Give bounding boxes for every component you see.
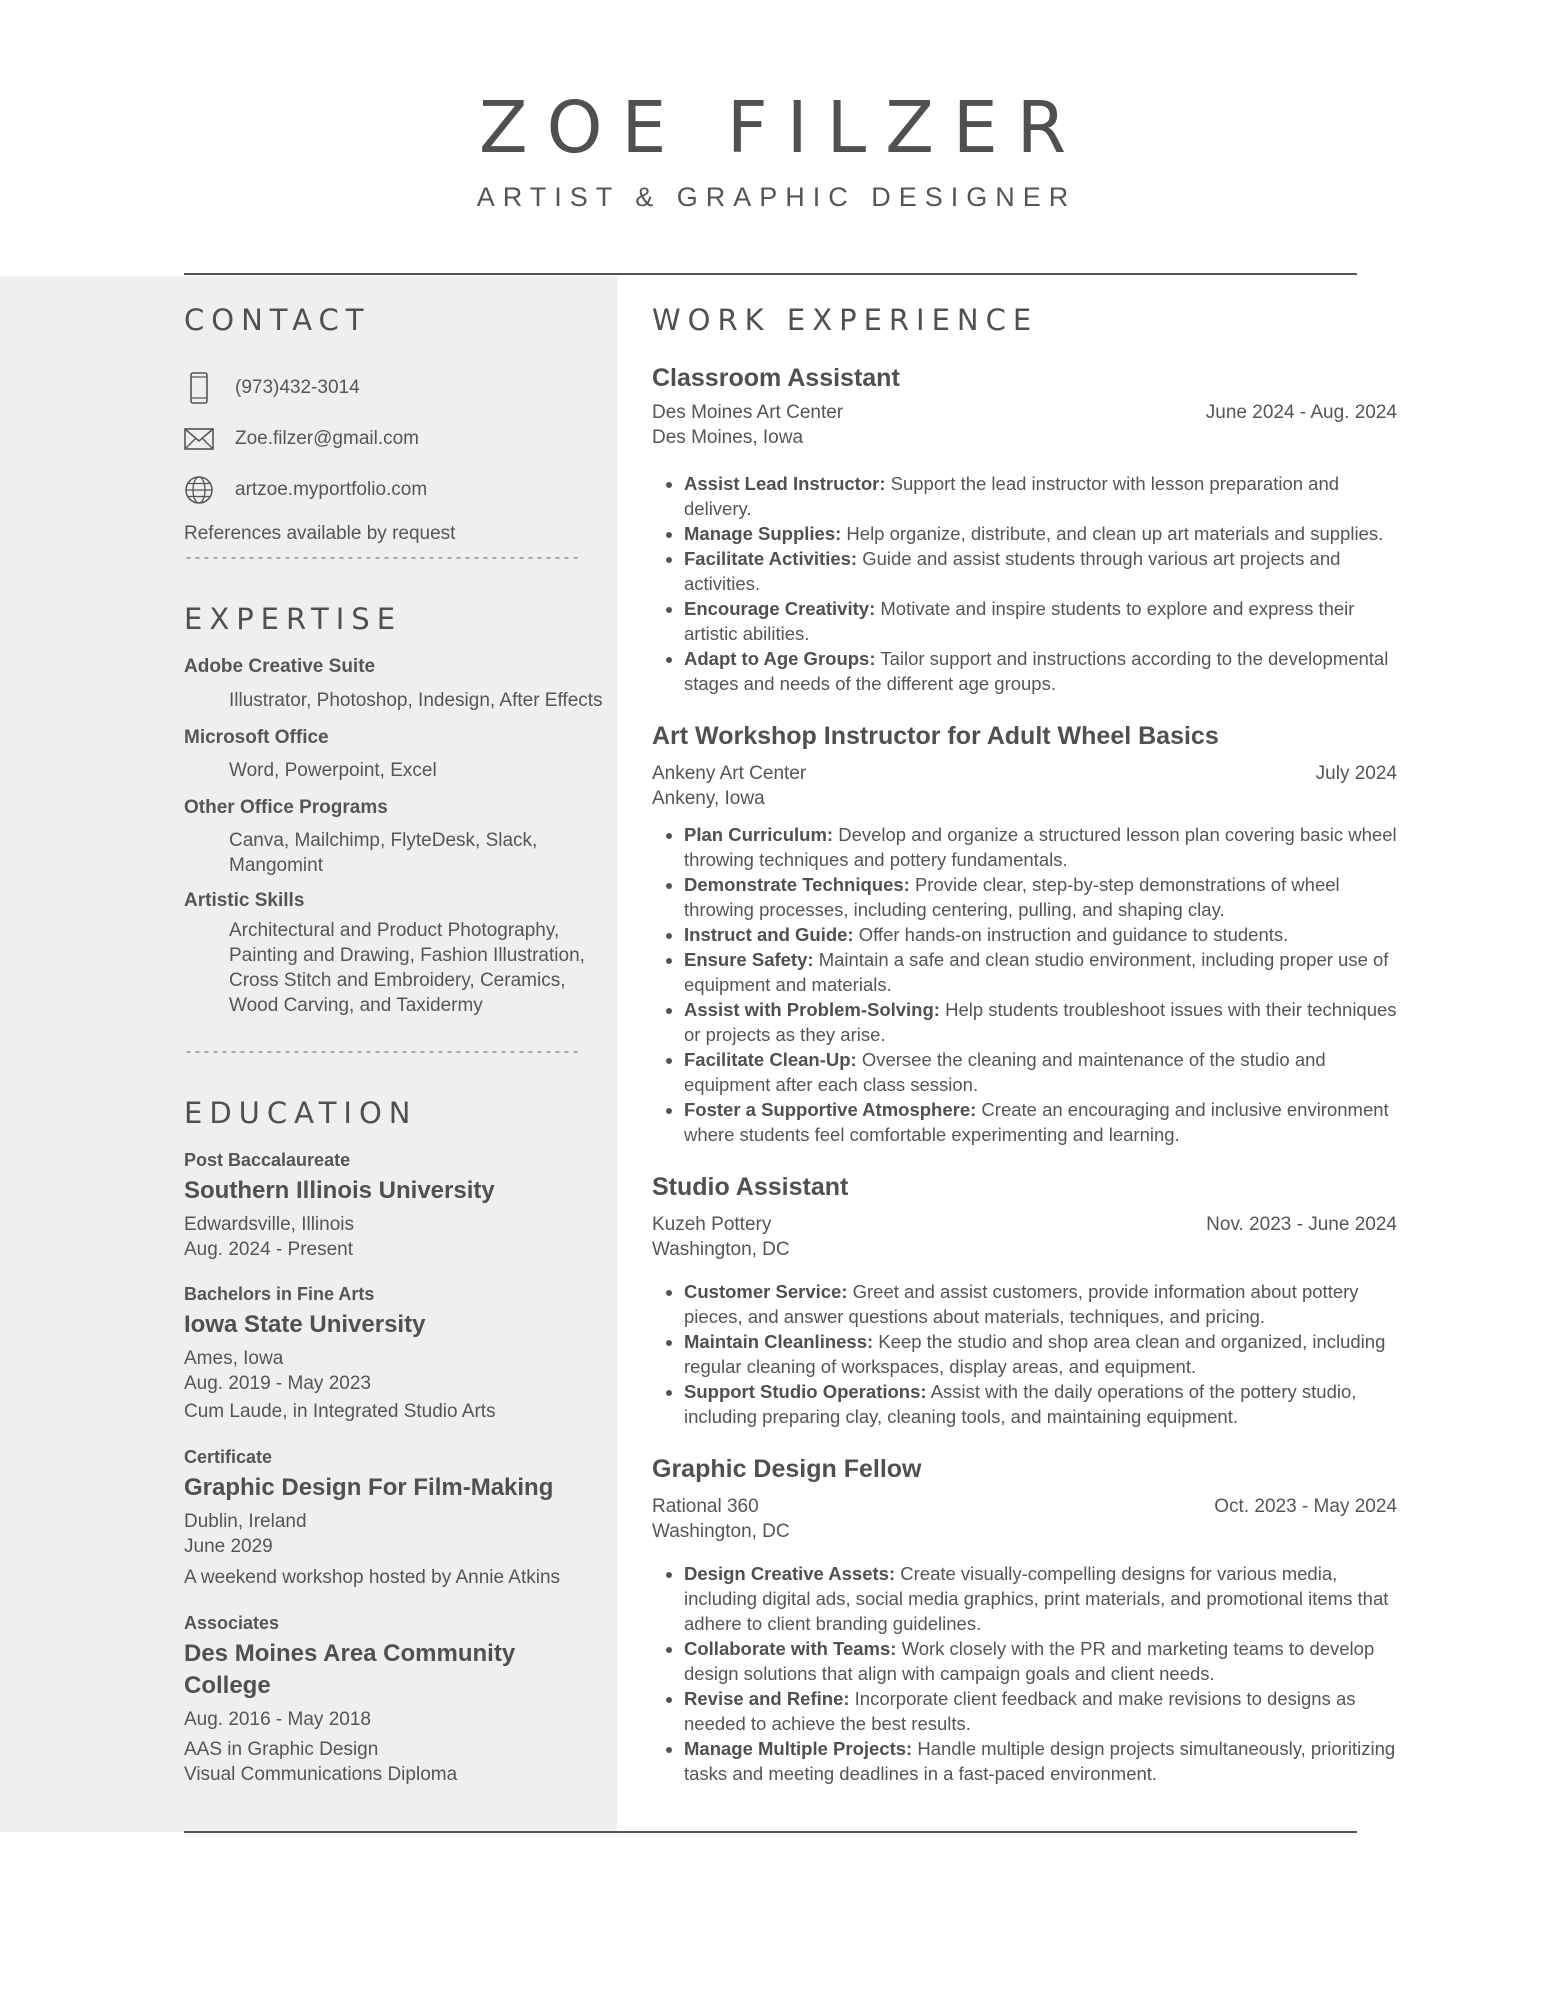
education-dates: Aug. 2016 - May 2018: [184, 1709, 371, 1730]
right-column: [652, 276, 1397, 1786]
job-meta: [652, 400, 1397, 425]
resume-role: ARTIST & GRAPHIC DESIGNER: [476, 182, 1077, 212]
job-title: Graphic Design Fellow: [652, 1455, 922, 1483]
job-location: Des Moines, Iowa: [652, 427, 804, 448]
job-location: Ankeny, Iowa: [652, 788, 765, 809]
job-bullet: • Assist with Problem-Solving: Help students troubleshoot issues with their techniques or projects as they arise.: [684, 997, 1397, 1047]
job-bullet: • Facilitate Clean-Up: Oversee the cleaning and maintenance of the studio and equipment after each class session.: [684, 1047, 1397, 1097]
education-item: [184, 1611, 604, 1787]
expertise-item: [184, 725, 604, 783]
left-column: [184, 276, 604, 1787]
expertise-title: Adobe Creative Suite: [184, 656, 376, 677]
contact-website-row: [184, 470, 604, 510]
education-note: AAS in Graphic Design: [184, 1739, 379, 1760]
education-school: Graphic Design For Film-Making: [184, 1474, 554, 1501]
expertise-detail: Word, Powerpoint, Excel: [229, 760, 437, 781]
education-heading: EDUCATION: [184, 1096, 418, 1130]
job-bullet: • Support Studio Operations: Assist with the daily operations of the pottery studio, including preparing clay, cleaning tools, and maintaining equipment.: [684, 1379, 1397, 1429]
education-item: [184, 1148, 604, 1262]
job-bullet: • Customer Service: Greet and assist customers, provide information about pottery pieces, and answer questions about materials, techniques, and pricing.: [684, 1279, 1397, 1329]
expertise-detail: Architectural and Product Photography,: [229, 920, 560, 941]
job-bullet: • Collaborate with Teams: Work closely with the PR and marketing teams to develop design solutions that align with campaign goals and client needs.: [684, 1636, 1397, 1686]
job-bullet: • Revise and Refine: Incorporate client feedback and make revisions to designs as needed to achieve the best results.: [684, 1686, 1397, 1736]
education-note: Visual Communications Diploma: [184, 1764, 458, 1785]
job-bullet: • Adapt to Age Groups: Tailor support and instructions according to the developmental stages and needs of the different age groups.: [684, 646, 1397, 696]
job-org: Rational 360: [652, 1496, 759, 1517]
job-dates: Oct. 2023 - May 2024: [1214, 1496, 1397, 1517]
job-bullets: [652, 471, 1397, 696]
job-dates: Nov. 2023 - June 2024: [1206, 1214, 1397, 1235]
work-heading: WORK EXPERIENCE: [652, 303, 1039, 337]
contact-website[interactable]: artzoe.myportfolio.com: [235, 479, 428, 500]
expertise-item: [184, 654, 604, 713]
expertise-divider: --------------------------------------------: [184, 1044, 581, 1061]
job-title: Studio Assistant: [652, 1173, 849, 1201]
expertise-detail: Illustrator, Photoshop, Indesign, After Effects: [229, 690, 603, 711]
contact-email-row: [184, 419, 604, 459]
job-entry: [652, 720, 1397, 1147]
expertise-heading: EXPERTISE: [184, 602, 403, 636]
job-meta: [652, 1494, 1397, 1519]
job-bullet: • Assist Lead Instructor: Support the lead instructor with lesson preparation and delivery.: [684, 471, 1397, 521]
education-type: Bachelors in Fine Arts: [184, 1284, 375, 1304]
contact-phone[interactable]: (973)432-3014: [235, 377, 360, 398]
resume-name: ZOE FILZER: [478, 86, 1086, 169]
job-bullets: [652, 822, 1397, 1147]
expertise-item: [184, 888, 604, 1018]
job-bullet: • Maintain Cleanliness: Keep the studio and shop area clean and organized, including regular cleaning of workspaces, display areas, and equipment.: [684, 1329, 1397, 1379]
job-entry: [652, 1453, 1397, 1786]
job-org: Kuzeh Pottery: [652, 1214, 772, 1235]
job-dates: June 2024 - Aug. 2024: [1205, 402, 1397, 423]
job-meta: [652, 1212, 1397, 1237]
job-location: Washington, DC: [652, 1239, 790, 1260]
job-location: Washington, DC: [652, 1521, 790, 1542]
education-type: Post Baccalaureate: [184, 1150, 351, 1170]
education-location: Dublin, Ireland: [184, 1511, 307, 1532]
mail-icon: [184, 424, 214, 454]
education-dates: Aug. 2019 - May 2023: [184, 1373, 371, 1394]
job-bullets: [652, 1561, 1397, 1786]
globe-icon: [184, 475, 214, 505]
job-bullet: • Design Creative Assets: Create visually-compelling designs for various media, including digital ads, social media graphics, print materials, and promotional items that adhere to client branding guidelines.: [684, 1561, 1397, 1636]
job-bullet: • Ensure Safety: Maintain a safe and clean studio environment, including proper use of equipment and materials.: [684, 947, 1397, 997]
expertise-detail: Painting and Drawing, Fashion Illustration,: [229, 945, 585, 966]
education-note: Cum Laude, in Integrated Studio Arts: [184, 1401, 496, 1422]
education-note: A weekend workshop hosted by Annie Atkins: [184, 1567, 561, 1588]
job-bullet: • Demonstrate Techniques: Provide clear, step-by-step demonstrations of wheel throwing processes, including centering, pulling, and shaping clay.: [684, 872, 1397, 922]
expertise-detail: Canva, Mailchimp, FlyteDesk, Slack,: [229, 830, 538, 851]
job-bullet: • Foster a Supportive Atmosphere: Create an encouraging and inclusive environment where students feel comfortable experimenting and learning.: [684, 1097, 1397, 1147]
education-school: Southern Illinois University: [184, 1177, 495, 1204]
job-bullet: • Plan Curriculum: Develop and organize a structured lesson plan covering basic wheel throwing techniques and pottery fundamentals.: [684, 822, 1397, 872]
expertise-title: Other Office Programs: [184, 797, 388, 818]
education-type: Certificate: [184, 1447, 273, 1467]
phone-icon: [184, 373, 214, 403]
top-rule: [184, 273, 1357, 275]
education-dates: Aug. 2024 - Present: [184, 1239, 353, 1260]
job-bullets: [652, 1279, 1397, 1429]
expertise-title: Microsoft Office: [184, 727, 329, 748]
education-location: Ames, Iowa: [184, 1348, 284, 1369]
contact-heading: CONTACT: [184, 303, 371, 337]
job-title: Classroom Assistant: [652, 364, 900, 392]
job-org: Ankeny Art Center: [652, 763, 807, 784]
education-school: Des Moines Area Community College: [184, 1640, 516, 1699]
education-type: Associates: [184, 1613, 280, 1633]
education-location: Edwardsville, Illinois: [184, 1214, 355, 1235]
job-bullet: • Instruct and Guide: Offer hands-on instruction and guidance to students.: [684, 922, 1397, 947]
bottom-rule: [184, 1831, 1357, 1833]
education-item: [184, 1445, 604, 1590]
job-entry: [652, 1171, 1397, 1429]
expertise-title: Artistic Skills: [184, 890, 305, 911]
job-org: Des Moines Art Center: [652, 402, 844, 423]
job-dates: July 2024: [1315, 763, 1397, 784]
job-meta: [652, 761, 1397, 786]
education-dates: June 2029: [184, 1536, 273, 1557]
education-school: Iowa State University: [184, 1311, 426, 1338]
job-title: Art Workshop Instructor for Adult Wheel Basics: [652, 722, 1219, 750]
job-entry: [652, 362, 1397, 696]
contact-email[interactable]: Zoe.filzer@gmail.com: [235, 428, 419, 449]
references-note: References available by request: [184, 523, 456, 544]
job-bullet: • Manage Supplies: Help organize, distribute, and clean up art materials and supplies.: [684, 521, 1397, 546]
contact-phone-row: [184, 368, 604, 408]
expertise-detail: Mangomint: [229, 855, 323, 876]
job-bullet: • Encourage Creativity: Motivate and inspire students to explore and express their artistic abilities.: [684, 596, 1397, 646]
job-bullet: • Manage Multiple Projects: Handle multiple design projects simultaneously, prioritizing tasks and meeting deadlines in a fast-paced environment.: [684, 1736, 1397, 1786]
expertise-detail: Cross Stitch and Embroidery, Ceramics,: [229, 970, 566, 991]
contact-divider: --------------------------------------------: [184, 550, 581, 567]
education-item: [184, 1282, 604, 1424]
expertise-item: [184, 795, 604, 878]
expertise-detail: Wood Carving, and Taxidermy: [229, 995, 483, 1016]
job-bullet: • Facilitate Activities: Guide and assist students through various art projects and activities.: [684, 546, 1397, 596]
